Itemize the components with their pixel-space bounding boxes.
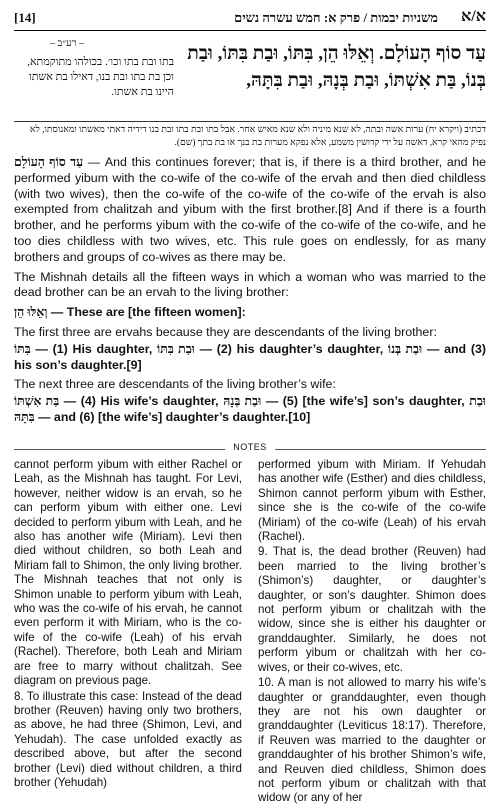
hebrew-block	[14, 36, 486, 156]
note-9: 9. That is, the dead brother (Reuven) had been married to the living brother’s (Shimon’s) daughter, or daughter’s daughter, or son’s daughter. Shimon does not perform yibum or chalitzah with the widow, since she is either his daughter or granddaughter. Similarly, he does not perform yibum or chalitzah with her co-wives, or their co-wives, etc.	[258, 545, 486, 674]
term-gloss: — and (3) his son’s daughter.[9]	[14, 341, 487, 372]
hebrew-term: וּבַת בִּתּוֹ	[157, 341, 195, 356]
note-paragraph: cannot perform yibum with either Rachel or Leah, as the Mishnah has taught. For Levi, however, neither widow is an ervah, so he can perform yibum with either one. Levi decided to perform yibum with Leah, and he also has another wife (Miriam). Levi then died without children, so both Leah and Miriam fall to Shimon, the only living brother. The Mishnah teaches that not only is Shimon unable to perform yibum with Leah, who was the co-wife of his ervah, he cannot even perform it with Miriam, who is the co-wife of the co-wife (Leah) of his ervah (Rachel). Therefore, both Leah and Miriam are free to marry without chalitzah. See diagram on previous page.	[14, 458, 242, 688]
hebrew-term: וּבַת בִּתָּהּ	[14, 394, 486, 424]
paragraph-list-2	[14, 394, 486, 426]
paragraph-forever	[14, 155, 486, 266]
hebrew-term: בַּת אִשְׁתּוֹ	[14, 394, 60, 409]
paragraph-descendants: The first three are ervahs because they are descendants of the living brother:	[14, 324, 437, 339]
note-8: 8. To illustrate this case: Instead of the dead brother (Reuven) having only two brothers, as above, he had three (Shimon, Levi, and Yehudah). The case unfolded exactly as described above, but after the second brother (Levi) died without children, a third brother (Yehudah)	[14, 689, 242, 789]
paragraph-wife-descendants: The next three are descendants of the living brother’s wife:	[14, 377, 336, 392]
header-rule	[14, 30, 486, 31]
notes-label: NOTES	[225, 442, 275, 452]
mishnah-text: עַד סוֹף הָעוֹלָם. וְאֵלּוּ הֵן, בִּתּוֹ, וּבַת בִּתּוֹ, וּבַת בְּנוֹ, בַּת אִשְׁתּוֹ, וּבַת בְּנָהּ, וּבַת בִּתָּהּ,	[187, 43, 486, 91]
term-gloss: — (1) His daughter,	[30, 341, 158, 356]
notes-divider	[14, 442, 486, 456]
running-title: משניות יבמות / פרק א: חמש עשרה נשים	[234, 10, 438, 25]
english-commentary	[14, 155, 486, 430]
paragraph-text: — And this continues forever; that is, if there is a third brother, and he performed yibum with the co-wife of the co-wife of the ervah and then died childless (with two wives), then the co-wife of the co-wife of the co-wife of the ervah is also exempted from chalitzah and yibum with the first brother.[8] And if there is a fourth brother, and he performs yibum with the co-wife of the co-wife of the co-wife, and he too dies childless with two wives, etc. This rule goes on endlessly, for as many brothers and groups of co-wives as there may be.	[14, 155, 486, 264]
notes-column-right	[258, 458, 486, 805]
note-10: 10. A man is not allowed to marry his wife’s daughter or granddaughter, even though they are not his own daughter or granddaughter (Leviticus 18:17). Therefore, if Reuven was married to the daughter or granddaughter of his brother Shimon’s wife, and Reuven died childless, Shimon does not perform yibum or chalitzah with that widow (or any of her	[258, 676, 486, 805]
bartenura-label: – רע״ב –	[50, 38, 85, 49]
term-gloss: — (5) [the wife’s] son’s daughter,	[261, 394, 470, 409]
notes-column-left	[14, 458, 242, 794]
term-gloss: — (4) His wife’s daughter,	[59, 394, 224, 409]
hebrew-heading: וְאֵלּוּ הֵן	[14, 305, 48, 320]
page-number: [14]	[14, 10, 36, 25]
term-gloss: — and (6) [the wife’s] daughter’s daughter.[10]	[34, 409, 311, 424]
note-paragraph: performed yibum with Miriam. If Yehudah has another wife (Esther) and dies childless, Shimon cannot perform yibum with Esther, since she is the co-wife of the co-wife (Miriam) of the co-wife (Leah) of his ervah (Rachel).	[258, 458, 486, 544]
page-header	[14, 8, 486, 32]
bartenura-text: בתו ובת בתו וכו׳. בכולהו מתוקמתא, וכן בת בתו ובת בנו, דאילו בת אשתו היינו בת אשתו.	[27, 56, 174, 98]
hebrew-heading: עַד סוֹף הָעוֹלָם	[14, 155, 84, 169]
term-gloss: — (2) his daughter’s daughter,	[194, 341, 388, 356]
commentary-rule	[14, 121, 486, 122]
hebrew-term: בִּתּוֹ	[14, 341, 31, 356]
paragraph-intro: The Mishnah details all the fifteen ways in which a woman who was married to the dead brother can be an ervah to the living brother:	[14, 269, 486, 300]
hebrew-term: וּבַת בְּנָהּ	[223, 394, 262, 409]
paragraph-list-1	[14, 342, 486, 374]
paragraph-text: — These are [the fifteen women]:	[47, 305, 246, 320]
commentary-text: דכתיב (ויקרא יח) ערות אשה ובתה, לא שנא מיניה ולא שנא מאיש אחר. אבל בתו ובת בתו ובת בנו דידיה דאתי מאשתו ומאנוסתו, לא נפיק מהאי קרא, דאשה על ידי קדושין משמע, אלא נפקא מערות בת בנך או בת בתך (שם).	[29, 125, 486, 148]
paragraph-these-are	[14, 305, 486, 321]
mishnah-reference: א/א	[461, 8, 486, 25]
hebrew-term: וּבַת בְּנוֹ	[387, 341, 423, 356]
